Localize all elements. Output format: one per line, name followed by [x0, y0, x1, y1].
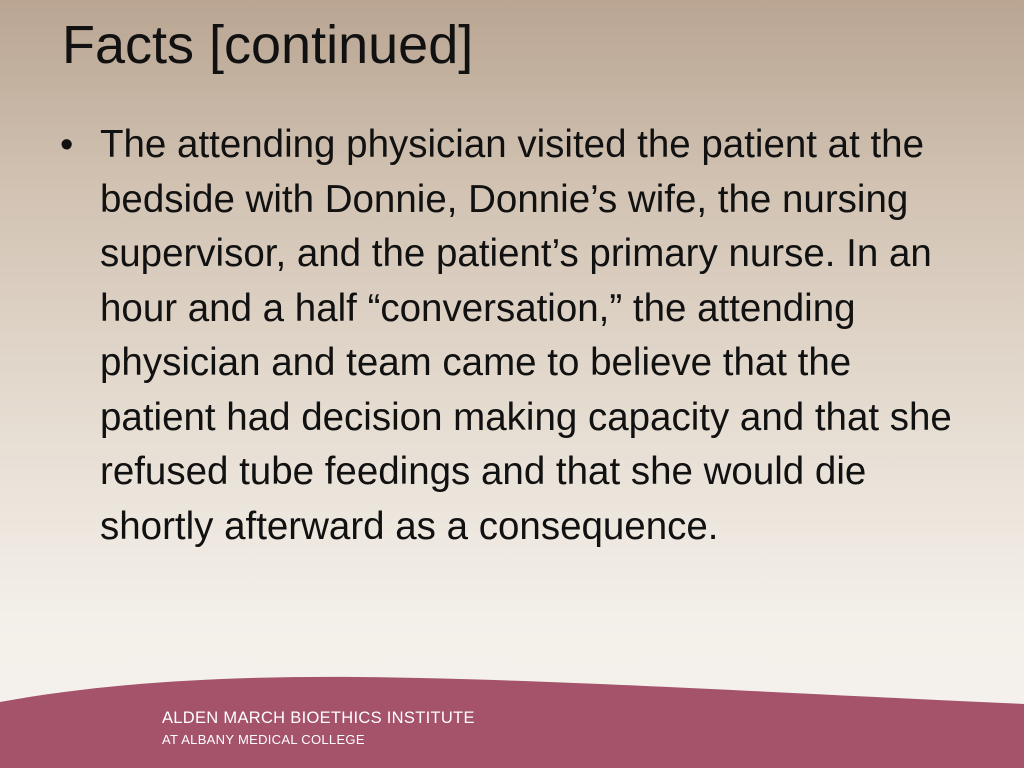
slide-title: Facts [continued] — [62, 15, 474, 75]
footer-institute-name: ALDEN MARCH BIOETHICS INSTITUTE — [162, 709, 475, 727]
bullet-text: The attending physician visited the patient at the bedside with Donnie, Donnie’s wife, the nursing supervisor, and the patient’s primary nurse. In an hour and a half “conversation,” the attending physician and team came to believe that the patient had decision making capacity and that she refused tube feedings and that she would die shortly afterward as a consequence. — [100, 123, 952, 548]
bullet-item — [60, 118, 965, 554]
bullet-list — [60, 118, 965, 554]
footer-wave-band — [0, 660, 1024, 768]
bullet-marker: • — [60, 124, 74, 166]
footer-college-name: AT ALBANY MEDICAL COLLEGE — [162, 732, 365, 747]
footer-wave-shape — [0, 677, 1024, 768]
